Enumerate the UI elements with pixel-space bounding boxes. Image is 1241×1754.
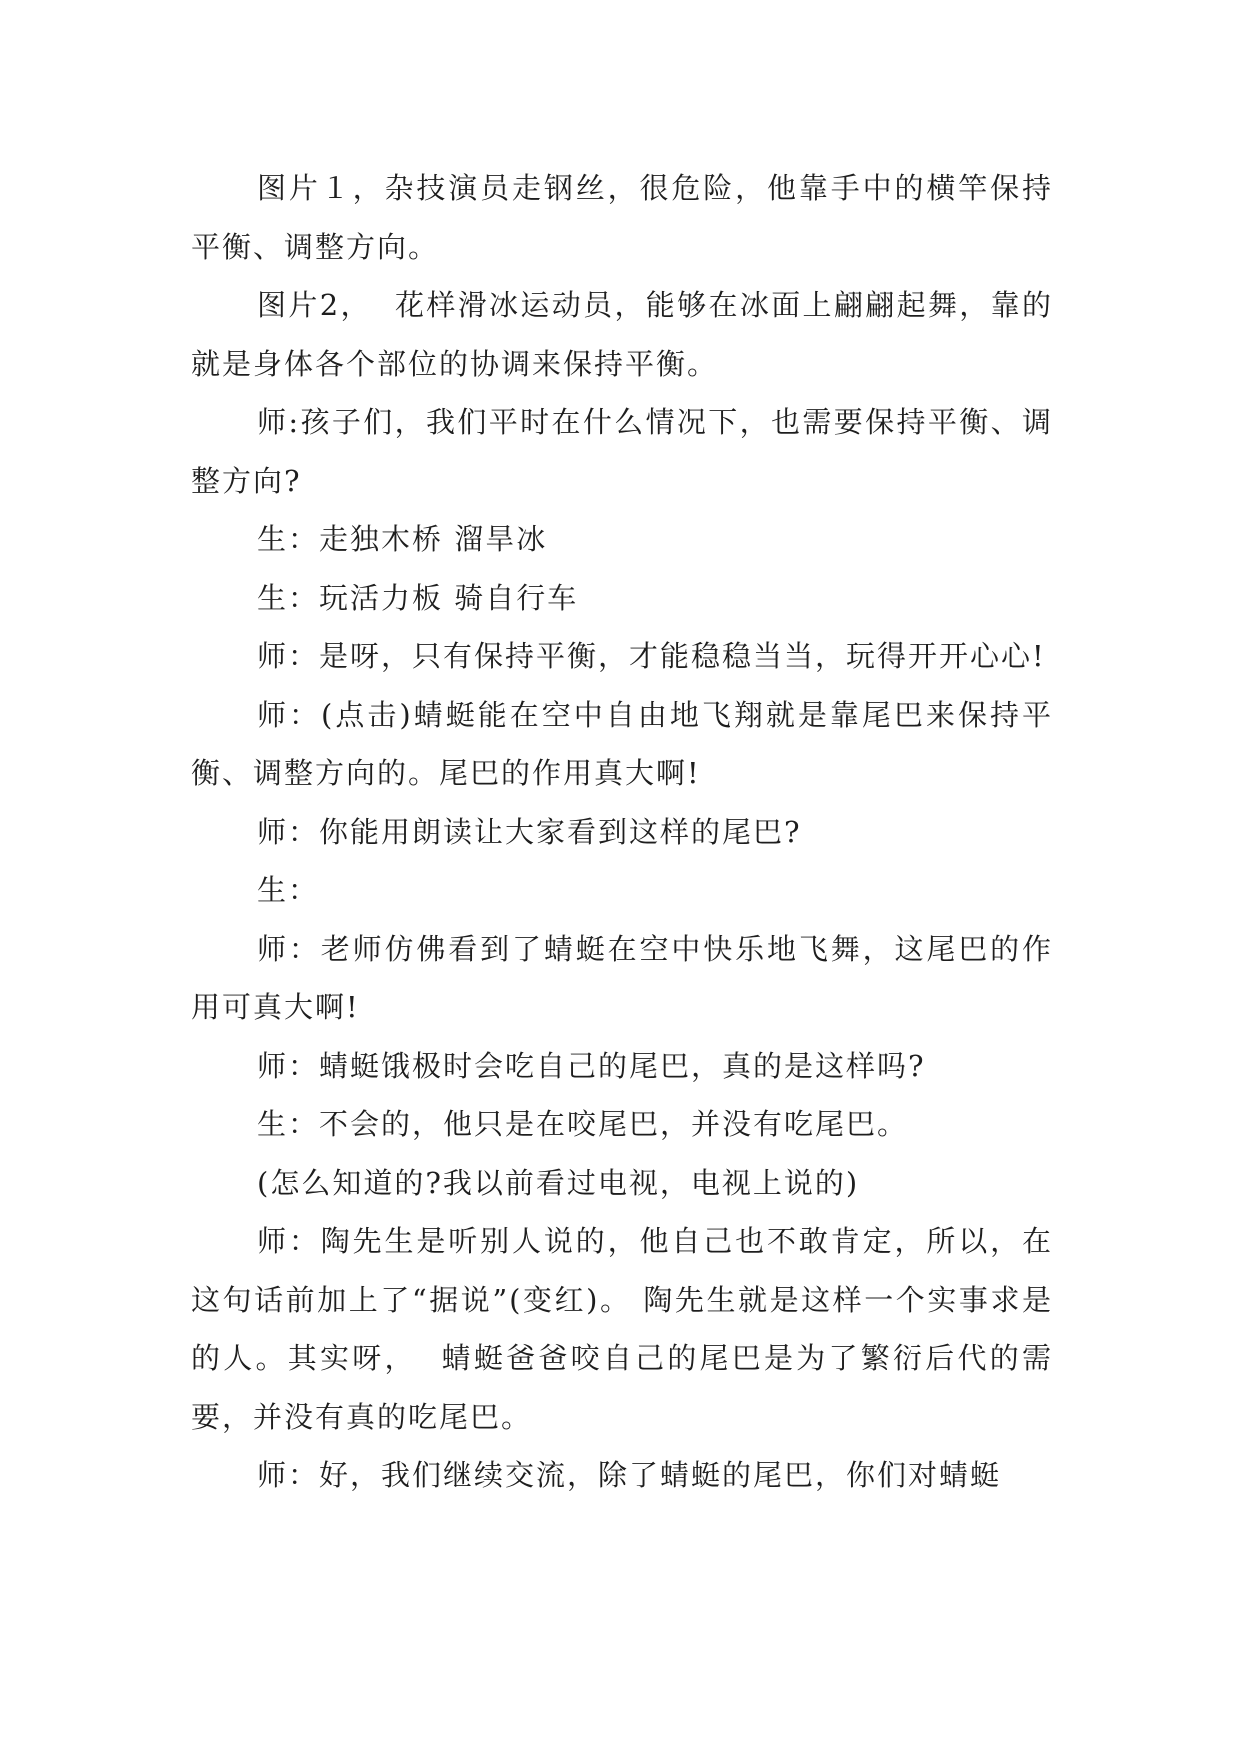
paragraph-student-answer-1: 生：走独木桥 溜旱冰	[257, 522, 548, 556]
paragraph-student-bite-tail: 生：不会的，他只是在咬尾巴，并没有吃尾巴。	[257, 1107, 909, 1141]
paragraph-teacher-question: 师:孩子们，我们平时在什么情况下，也需要保持平衡、调整方向?	[191, 405, 1053, 498]
paragraph-picture-2: 图片2， 花样滑冰运动员，能够在冰面上翩翩起舞，靠的就是身体各个部位的协调来保持平衡。	[191, 288, 1053, 381]
paragraph-teacher-read-aloud: 师：你能用朗读让大家看到这样的尾巴?	[257, 814, 802, 849]
paragraph-picture-1: 图片１，杂技演员走钢丝，很危险，他靠手中的横竿保持平衡、调整方向。	[191, 171, 1053, 264]
paragraph-teacher-dragonfly-tail: 师：(点击)蜻蜓能在空中自由地飞翔就是靠尾巴来保持平衡、调整方向的。尾巴的作用真大啊!	[191, 697, 1053, 790]
paragraph-student-blank: 生：	[257, 873, 320, 907]
paragraph-teacher-balance: 师：是呀，只有保持平衡，才能稳稳当当，玩得开开心心!	[257, 639, 1046, 673]
paragraph-teacher-eat-tail-question: 师：蜻蜓饿极时会吃自己的尾巴，真的是这样吗?	[257, 1048, 926, 1083]
paragraph-how-known: (怎么知道的?我以前看过电视，电视上说的)	[257, 1165, 860, 1200]
paragraph-teacher-tao: 师：陶先生是听别人说的，他自己也不敢肯定，所以，在这句话前加上了“据说”(变红)。 陶先生就是这样一个实事求是的人。其实呀， 蜻蜓爸爸咬自己的尾巴是为了繁衍后代的需要，并没有真的吃尾巴。	[191, 1224, 1053, 1434]
paragraph-teacher-dancing: 师：老师仿佛看到了蜻蜓在空中快乐地飞舞，这尾巴的作用可真大啊!	[191, 931, 1053, 1024]
document-page	[191, 159, 1053, 1505]
paragraph-student-answer-2: 生：玩活力板 骑自行车	[257, 580, 579, 615]
paragraph-teacher-continue: 师：好，我们继续交流，除了蜻蜓的尾巴，你们对蜻蜓	[257, 1458, 1002, 1492]
